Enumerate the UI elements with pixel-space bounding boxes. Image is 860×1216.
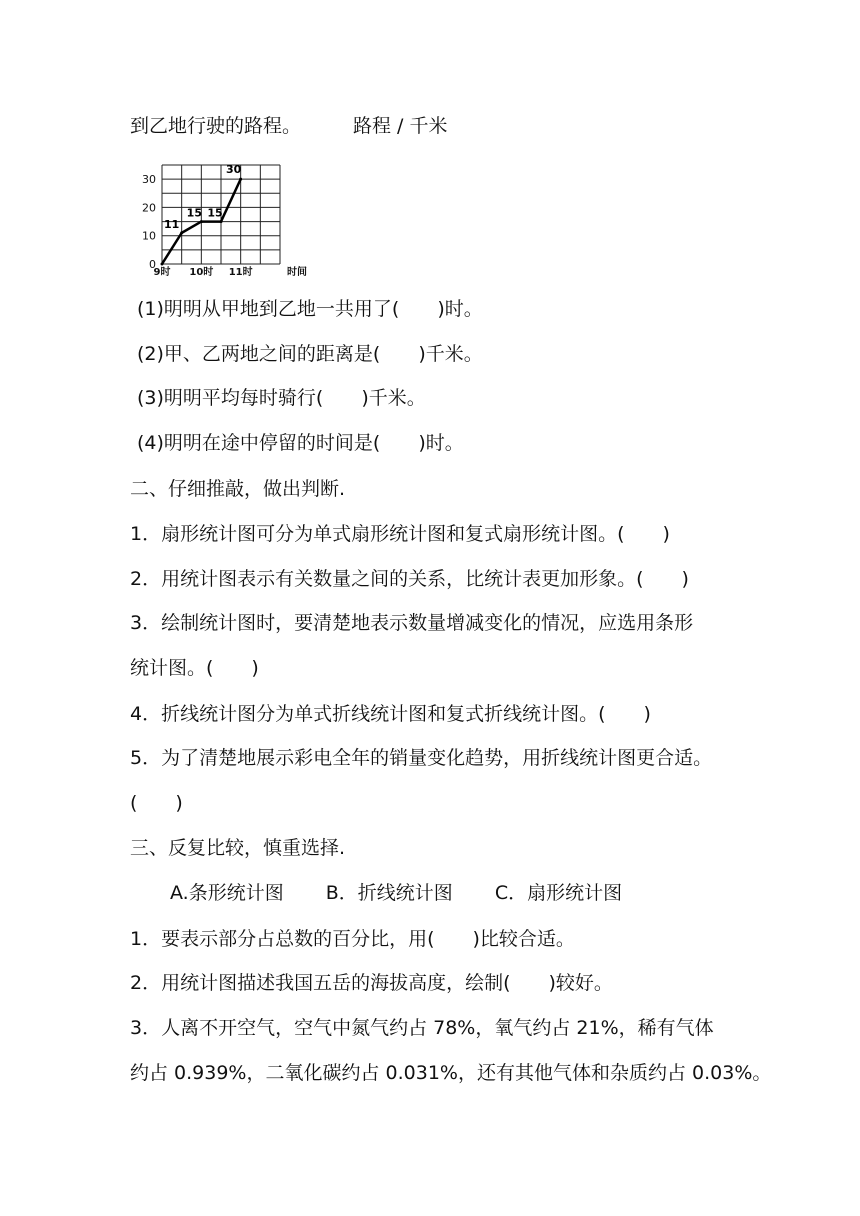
judgement-item-5-cont: ( ): [130, 792, 183, 814]
data-label: 30: [226, 163, 242, 177]
y-tick-label: 30: [142, 173, 156, 187]
y-tick-label: 20: [142, 201, 156, 215]
option-b: B．折线统计图: [325, 882, 453, 904]
y-tick-label: 10: [142, 229, 156, 243]
choice-item-2: 2．用统计图描述我国五岳的海拔高度，绘制( )较好。: [130, 972, 613, 994]
judgement-item-5: 5．为了清楚地展示彩电全年的销量变化趋势，用折线统计图更合适。: [130, 747, 713, 769]
y-tick-label: 0: [149, 258, 156, 271]
data-label: 15: [186, 206, 202, 220]
question-1-2: (2)甲、乙两地之间的距离是( )千米。: [137, 343, 483, 365]
option-a: A.条形统计图: [170, 882, 284, 904]
choice-item-3-cont: 约占 0.939%，二氧化碳约占 0.031%，还有其他气体和杂质约占 0.03%。: [130, 1062, 772, 1084]
option-c: C．扇形统计图: [494, 882, 623, 904]
data-label: 11: [164, 217, 180, 231]
judgement-item-3: 3．绘制统计图时，要清楚地表示数量增减变化的情况，应选用条形: [130, 612, 694, 634]
data-point: [180, 231, 183, 234]
y-tick-labels: [142, 173, 156, 271]
section-2-title: 二、仔细推敲，做出判断.: [130, 478, 346, 500]
section-3-title: 三、反复比较，慎重选择.: [130, 837, 346, 859]
y-axis-unit-label: 路程 / 千米: [353, 115, 448, 137]
x-tick-label: 9时: [153, 267, 171, 278]
question-1-3: (3)明明平均每时骑行( )千米。: [137, 387, 426, 409]
judgement-item-1: 1．扇形统计图可分为单式扇形统计图和复式扇形统计图。( ): [130, 523, 670, 545]
intro-text: 到乙地行驶的路程。: [130, 115, 302, 137]
choice-options: [170, 881, 622, 905]
data-point: [239, 178, 242, 181]
x-tick-label: 11时: [228, 267, 253, 278]
question-1-1: (1)明明从甲地到乙地一共用了( )时。: [137, 298, 483, 320]
data-point: [200, 220, 203, 223]
judgement-item-3-cont: 统计图。( ): [130, 657, 259, 679]
judgement-item-4: 4．折线统计图分为单式折线统计图和复式折线统计图。( ): [130, 703, 651, 725]
x-tick-label: 10时: [189, 267, 214, 278]
x-tick-labels: [154, 265, 307, 278]
data-point: [220, 220, 223, 223]
x-axis-label: 时间: [287, 267, 307, 278]
data-point: [161, 263, 164, 266]
data-label: 15: [207, 206, 223, 220]
judgement-item-2: 2．用统计图表示有关数量之间的关系，比统计表更加形象。( ): [130, 568, 689, 590]
choice-item-1: 1．要表示部分占总数的百分比，用( )比较合适。: [130, 928, 575, 950]
distance-time-line-chart: [140, 160, 325, 282]
choice-item-3: 3．人离不开空气，空气中氮气约占 78%，氧气约占 21%，稀有气体: [130, 1017, 714, 1039]
question-1-4: (4)明明在途中停留的时间是( )时。: [137, 432, 464, 454]
